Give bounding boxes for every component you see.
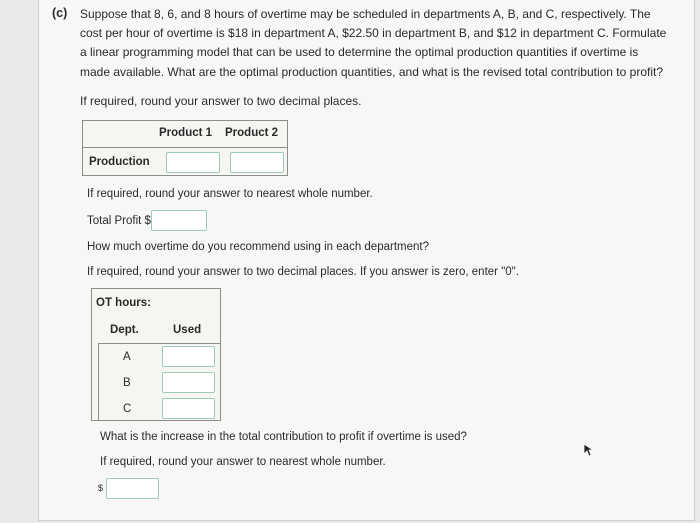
question-line-4: made available. What are the optimal production quantities, and what is the revised total contribution to profit? [80,65,664,79]
profit-instruction: If required, round your answer to nearest whole number. [87,188,373,200]
row-production-label: Production [89,156,150,168]
total-profit-input[interactable] [151,210,207,231]
table-divider [83,147,287,148]
ot-hours-title: OT hours: [96,297,151,309]
col-used: Used [173,324,202,336]
col-product-2: Product 2 [225,127,279,139]
overtime-c-input[interactable] [162,398,215,419]
increase-currency: $ [98,483,104,493]
overtime-instruction: If required, round your answer to two decimal places. If you answer is zero, enter "0". [87,266,519,278]
overtime-table [91,288,221,421]
question-line-2: cost per hour of overtime is $18 in department A, $22.50 in department B, and $12 in department C. Formulate [80,26,667,40]
question-label: (c) [52,6,68,20]
total-profit-label: Total Profit $ [87,215,151,227]
dept-a-label: A [123,351,131,363]
round-instruction: If required, round your answer to two decimal places. [80,94,362,108]
question-line-1: Suppose that 8, 6, and 8 hours of overtime may be scheduled in departments A, B, and C, respectively. The [80,7,651,21]
col-product-1: Product 1 [159,127,213,139]
dept-b-label: B [123,377,131,389]
production-product-1-input[interactable] [166,152,220,173]
production-table [82,120,288,176]
col-dept: Dept. [110,324,139,336]
increase-question: What is the increase in the total contribution to profit if overtime is used? [100,431,467,443]
dept-c-label: C [123,403,132,415]
overtime-b-input[interactable] [162,372,215,393]
mouse-cursor-icon [583,443,595,457]
overtime-question: How much overtime do you recommend using in each department? [87,241,429,253]
increase-input[interactable] [106,478,159,499]
overtime-a-input[interactable] [162,346,215,367]
question-line-3: a linear programming model that can be used to determine the optimal production quantities if overtime is [80,45,639,59]
production-product-2-input[interactable] [230,152,284,173]
increase-instruction: If required, round your answer to nearest whole number. [100,456,386,468]
